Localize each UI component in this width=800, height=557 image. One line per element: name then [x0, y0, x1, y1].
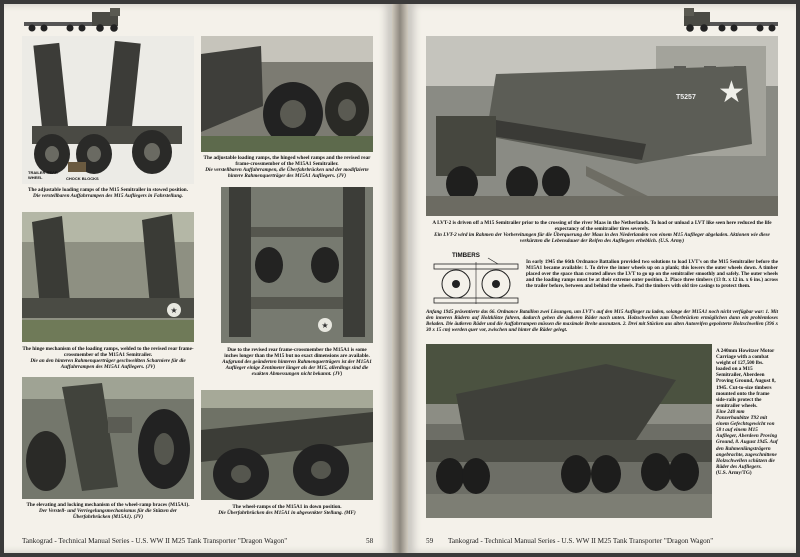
caption-de: Eine 240 mm Panzerhaubitze T92 mit einem Gefechtsgewicht von 58 t auf einem M15 Auflieger, Aberdeen Proving Ground, 8. August 1945. Auf den Rahmenlängsträgern angebrachte, zugeschnittene Holzschwellen schützen die Räder des Aufliegers. [716, 408, 778, 470]
photo-240mm-howitzer [426, 344, 712, 518]
caption-en: A 240mm Howitzer Motor Carriage with a combat weight of 127,500 lbs. loaded on a M15 Semitrailer, Aberdeen Proving Ground, August 8, 1945. Cut-to-size timbers mounted onto the frame side-rails protect the semitrailer wheels. [716, 348, 776, 409]
caption-credit: (U.S. Army/TG) [716, 469, 752, 476]
caption-stowed-ramps [22, 187, 194, 199]
label-trailer-rear-wheel: TRAILER REAR WHEEL [28, 170, 58, 180]
photo-wheel-ramps-down [201, 390, 373, 500]
caption-en: A LVT-2 is driven off a M15 Semitrailer prior to the crossing of the river Maas in the Netherlands. To load or unload a LVT like seen here reduced the life expectancy of the semitrailer tires severely. [432, 220, 772, 233]
svg-text:★: ★ [170, 306, 178, 315]
caption-de: Aufgrund des geänderten hinteren Rahmenquerträgers ist der M15A1 Auflieger einige Zentimeter länger als der M15, allerdings sind die exakten Abmessungen nicht bekannt. (JV) [222, 359, 372, 378]
photo-hinged-wheel-ramps [201, 36, 373, 152]
footer-series-title: Tankograd - Technical Manual Series - U.S. WW II M25 Tank Transporter "Dragon Wagon" [22, 537, 288, 545]
book-gutter [392, 4, 408, 553]
caption-lvt2-unloading [426, 220, 778, 244]
caption-en: The wheel-ramps of the M15A1 in down position. [232, 504, 342, 510]
caption-en: The elevating and locking mechanism of the wheel-ramp braces (M15A1). [26, 502, 190, 508]
body-text [526, 259, 778, 289]
caption-de: Der Verstell- und Verriegelungsmechanismus für die Stützen der Überfahrbrücken (M15A1). (JV) [39, 508, 177, 521]
caption-de: Die verstellbaren Auffahrrampen, die Überfahrbrücken und der modifizierte hintere Rahmenquerträger des M15A1 Aufliegers. (JV) [205, 167, 369, 180]
caption-en: The adjustable loading ramps, the hinged wheel ramps and the revised rear frame-crossmember of the M15A1 Semitrailer. [203, 155, 371, 168]
header-truck-illustration [678, 4, 782, 34]
header-truck-illustration [22, 4, 132, 34]
page-number: 58 [366, 537, 374, 545]
caption-locking-mechanism [22, 502, 194, 520]
vehicle-marking: T5257 [676, 94, 696, 101]
caption-en: The adjustable loading ramps of the M15 Semitrailer in stowed position. [27, 187, 188, 193]
timbers-label: TIMBERS [452, 252, 480, 259]
caption-de: Ein LVT-2 wird im Rahmen der Vorbereitungen für die Überquerung der Maas in den Niederlanden von einem M15 Auflieger abgeladen. Aktionen wie diese verkürzten die Lebensdauer der Reifen des Aufliegers erheblich. (U.S. Army) [434, 232, 770, 245]
svg-text:★: ★ [718, 75, 745, 110]
page-number: 59 [426, 537, 434, 545]
body-text-german [426, 308, 778, 333]
caption-de: Die Überfahrbrücken des M15A1 in abgesenkter Stellung. (MF) [218, 510, 356, 517]
svg-text:★: ★ [321, 321, 329, 330]
caption-en: The hinge mechanism of the loading ramps, welded to the revised rear frame-crossmember of the M15A1 Semitrailer. [22, 346, 194, 359]
timbers-diagram [430, 254, 522, 308]
caption-hinge-mechanism [22, 346, 194, 370]
photo-revised-crossmember [221, 187, 373, 343]
photo-lvt2-unloading [426, 36, 778, 216]
photo-hinge-mechanism [22, 212, 194, 342]
left-page [4, 4, 392, 553]
caption-240mm-howitzer [716, 348, 778, 476]
caption-wheel-ramps-down [201, 504, 373, 516]
photo-locking-mechanism [22, 377, 194, 499]
caption-revised-crossmember [221, 347, 373, 377]
caption-de: Die verstellbaren Auffahrrampen des M15 Aufliegers in Fahrstellung. [33, 193, 183, 200]
body-en: In early 1945 the 66th Ordnance Battalion provided two solutions to load LVT's on the M15 Semitrailer before the M15A1 became available: 1. To drive the inner wheels up on a plank; this lowers the outer wheels down. A timber placed over the space than created allows the LVT to go up on the semitrailer smoothly and safely. The outer wheels and the loading ramps must be at their extreme outer position. 2. Place three timbers (13 ft. x 12 in. x 6 ins.) across the trailer before, between and behind the wheels. Pad the timbers with old tire casings to protect them. [526, 259, 778, 290]
caption-en: Due to the revised rear frame-crossmember the M15A1 is some inches longer than the M15 but no exact dimensions are available. [224, 347, 370, 360]
photo-stowed-ramps [22, 36, 194, 184]
label-chock-blocks: CHOCK BLOCKS [66, 176, 99, 181]
caption-hinged-wheel-ramps [201, 155, 373, 179]
caption-de: Die an den hinteren Rahmenquerträger geschweißten Scharniere für die Auffahrrampen des M15A1 Aufliegers. (JV) [30, 358, 186, 371]
right-page [408, 4, 796, 553]
body-de: Anfang 1945 präsentierte das 66. Ordnance Bataillon zwei Lösungen, um LVT's auf den M15 Auflieger zu laden, solange der M15A1 noch nicht verfügbar war: 1. Mit den inneren Rädern auf Holzklötze fahren, dadurch gehen die äußeren Räder nach unten. Holzschwellen zum Überbrücken ermöglichen dann ein problemloses Beladen. Die äußeren Räder und die Auffahrrampen müssen die maximale Breite ausnutzen. 2. Drei mit Stücken aus alten Autoreifen gepolsterte Holzschwellen (396 x 30 x 15 cm) werden quer vor, zwischen und hinter die Räder gelegt. [426, 309, 778, 334]
footer-series-title: Tankograd - Technical Manual Series - U.S. WW II M25 Tank Transporter "Dragon Wagon" [448, 537, 714, 545]
